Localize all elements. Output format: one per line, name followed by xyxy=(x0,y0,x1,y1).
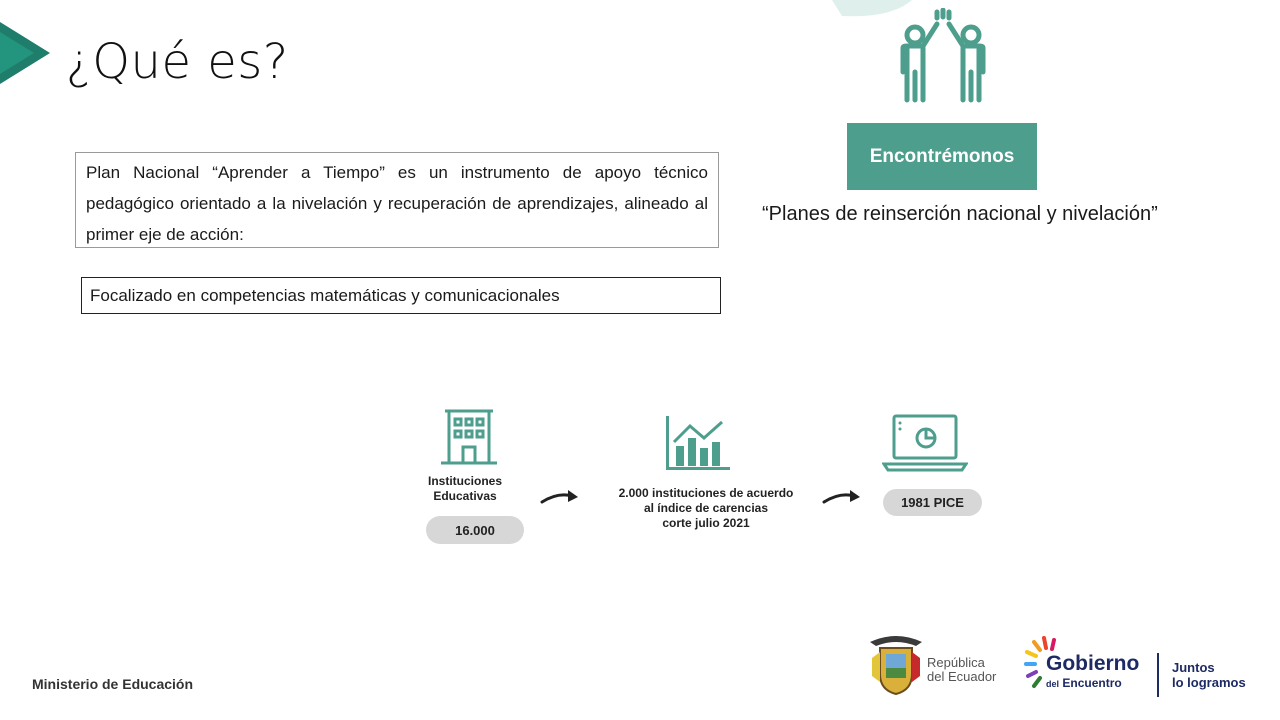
play-arrow-icon xyxy=(0,22,50,84)
encuentro-word: Encuentro xyxy=(1062,676,1122,690)
step1-label xyxy=(410,474,520,504)
laptop-pie-chart-icon xyxy=(882,412,968,474)
encuentro-wordmark xyxy=(1046,676,1122,690)
slogan-line1: Juntos xyxy=(1172,660,1215,675)
curved-arrow-icon xyxy=(540,488,580,508)
republic-line1: República xyxy=(927,655,985,670)
logo-divider xyxy=(1157,653,1159,697)
curved-arrow-icon xyxy=(822,488,862,508)
step1-label-line2: Educativas xyxy=(433,489,497,503)
coat-of-arms-icon xyxy=(866,632,926,696)
description-box: Plan Nacional “Aprender a Tiempo” es un instrumento de apoyo técnico pedagógico orientado a la nivelación y recuperación de aprendizajes, alineado al primer eje de acción: xyxy=(75,152,719,248)
program-banner: Encontrémonos xyxy=(847,123,1037,190)
school-building-icon xyxy=(439,405,499,467)
page-title: ¿Qué es? xyxy=(66,34,289,90)
growth-chart-icon xyxy=(662,412,732,472)
ministry-name: Ministerio de Educación xyxy=(32,676,194,692)
step3-value-pill: 1981 PICE xyxy=(883,489,982,516)
slogan-line2: lo logramos xyxy=(1172,675,1246,690)
program-quote: “Planes de reinserción nacional y nivelación” xyxy=(762,203,1158,225)
step2-label xyxy=(596,486,816,531)
focus-box: Focalizado en competencias matemáticas y comunicacionales xyxy=(81,277,721,314)
step1-label-line1: Instituciones xyxy=(427,474,502,488)
step2-label-line1: 2.000 instituciones de acuerdo xyxy=(618,486,794,500)
republic-label xyxy=(927,656,996,684)
step2-label-line3: corte julio 2021 xyxy=(662,516,750,530)
encuentro-del: del xyxy=(1046,679,1060,689)
high-five-people-icon xyxy=(893,8,993,104)
step1-value-pill: 16.000 xyxy=(426,516,524,544)
gobierno-wordmark: Gobierno xyxy=(1046,652,1140,675)
slogan xyxy=(1172,660,1246,690)
republic-line2: del Ecuador xyxy=(927,669,997,684)
step2-label-line2: al índice de carencias xyxy=(643,501,769,515)
